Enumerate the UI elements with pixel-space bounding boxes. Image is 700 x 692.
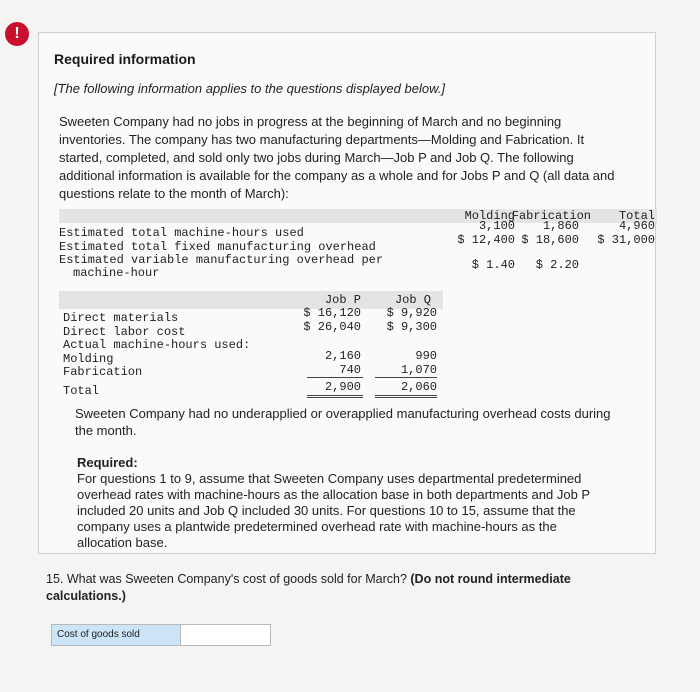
required-block [77, 455, 597, 551]
job-table [59, 291, 479, 396]
required-information-panel [38, 32, 656, 554]
cell-value: $ 31,000 [597, 233, 655, 247]
row-label-continued: machine-hour [73, 266, 160, 280]
cell-value: 1,860 [542, 219, 579, 233]
total-rule [307, 395, 363, 398]
cell-value: $ 1.40 [471, 258, 515, 272]
info-intro: Sweeten Company had no jobs in progress at the beginning of March and no beginning inventories. The company has two manufacturing departments—Molding and Fabrication. It started, completed, and sold only two jobs during March—Job P and Job Q. The following additional information is available for the company as a whole and for Jobs P and Q (all data and questions relate to the month of March): [59, 114, 615, 201]
row-label: Estimated total machine-hours used [59, 226, 304, 240]
row-label: Actual machine-hours used: [63, 338, 251, 352]
cell-value: 2,900 [324, 380, 361, 394]
cell-value: 4,960 [618, 219, 655, 233]
cell-value: 2,060 [400, 380, 437, 394]
cell-value: $ 2.20 [535, 258, 579, 272]
overhead-statement: Sweeten Company had no underapplied or overapplied manufacturing overhead costs during the month. [75, 406, 611, 438]
row-label: Direct labor cost [63, 325, 186, 339]
row-label: Estimated total fixed manufacturing overhead [59, 240, 376, 254]
row-label: Molding [63, 352, 114, 366]
col-header-total: Total [618, 209, 655, 223]
cell-value: $ 12,400 [457, 233, 515, 247]
question-text: 15. What was Sweeten Company's cost of goods sold for March? [46, 572, 407, 586]
subtotal-rule [307, 377, 363, 378]
col-header-molding: Molding [464, 209, 515, 223]
cell-value: 740 [339, 363, 361, 377]
question-instruction: (Do not round intermediate calculations.) [46, 572, 571, 603]
col-header-job-q: Job Q [394, 293, 431, 307]
info-note: [The following information applies to the questions displayed below.] [54, 81, 445, 96]
answer-row [51, 624, 271, 646]
cost-of-goods-sold-input[interactable] [180, 625, 270, 645]
answer-label: Cost of goods sold [52, 625, 180, 645]
department-table [59, 209, 657, 295]
row-label: Total [63, 384, 100, 398]
cell-value: $ 18,600 [521, 233, 579, 247]
required-title: Required: [77, 455, 138, 470]
row-label: Direct materials [63, 311, 179, 325]
col-header-job-p: Job P [324, 293, 361, 307]
row-label: Estimated variable manufacturing overhead per [59, 253, 384, 267]
col-header-fabrication: Fabrication [511, 209, 591, 223]
total-rule [375, 395, 437, 398]
info-heading: Required information [54, 51, 196, 67]
cell-value: $ 16,120 [303, 306, 361, 320]
row-label: Fabrication [63, 365, 143, 379]
question-15 [46, 571, 646, 605]
cell-value: $ 9,300 [386, 320, 437, 334]
cell-value: 1,070 [400, 363, 437, 377]
subtotal-rule [375, 377, 437, 378]
cell-value: 990 [415, 349, 437, 363]
cell-value: 3,100 [478, 219, 515, 233]
alert-icon: ! [5, 22, 29, 46]
cell-value: $ 9,920 [386, 306, 437, 320]
cell-value: $ 26,040 [303, 320, 361, 334]
required-text: For questions 1 to 9, assume that Sweeten Company uses departmental predetermined overhead rates with machine-hours as the allocation base in both departments and Job P included 20 units and Job Q included 30 units. For questions 10 to 15, assume that the company uses a plantwide predetermined overhead rate with machine-hours as the allocation base. [77, 471, 590, 550]
cell-value: 2,160 [324, 349, 361, 363]
